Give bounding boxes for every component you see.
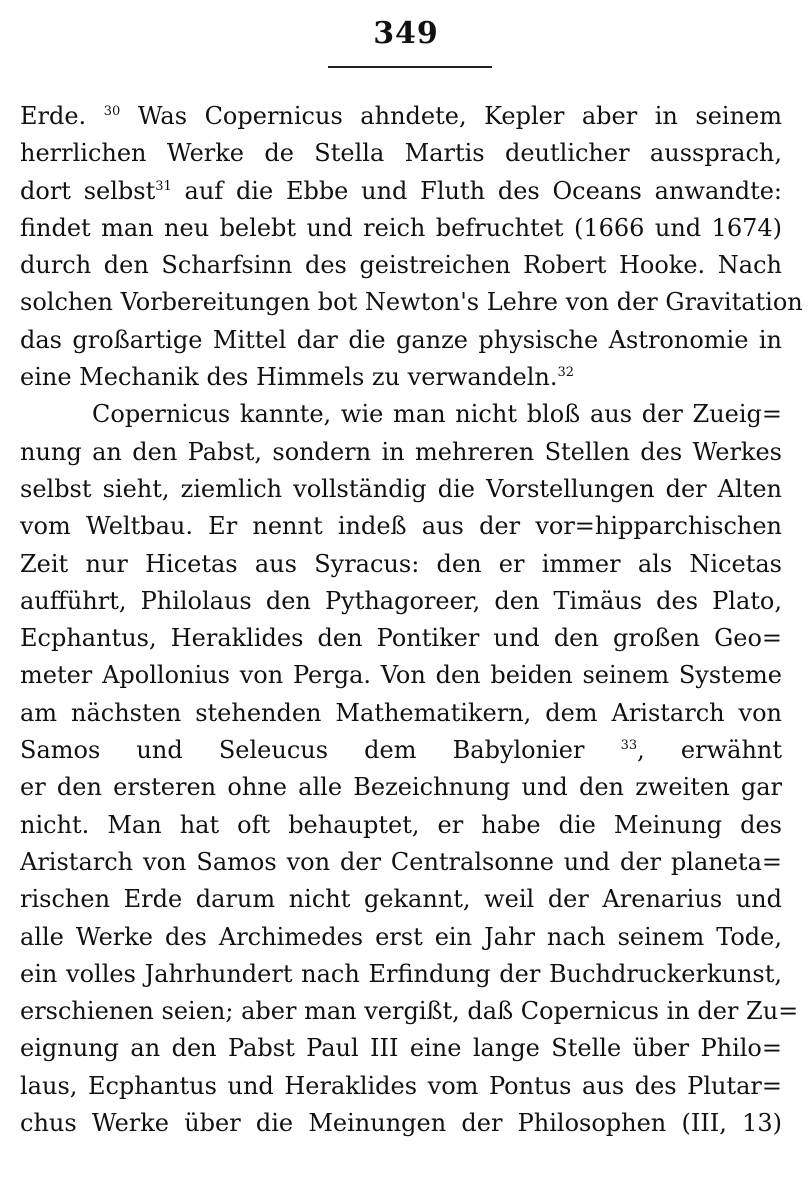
footnote-ref-33: 33 [620, 738, 638, 754]
text-line-4: findet man neu belebt und reich befruchtet (1666 und 1674) [20, 213, 782, 242]
line-3-start: dort selbst [20, 176, 156, 205]
line-18-start: Samos und Seleucus dem Babylonier [20, 736, 585, 765]
text-line-6: solchen Vorbereitungen bot Newton's Lehre von der Gravitation [20, 288, 803, 317]
page-number: 349 [373, 16, 439, 51]
text-line-11: selbst sieht, ziemlich vollständig die Vorstellungen der Alten [20, 474, 782, 503]
text-line-8 [20, 359, 782, 396]
text-line-18 [20, 732, 782, 769]
text-line-16: meter Apollonius von Perga. Von den beiden seinem Systeme [20, 661, 782, 690]
footnote-ref-31: 31 [155, 178, 172, 194]
text-line-17: am nächsten stehenden Mathematikern, dem Aristarch von [20, 698, 782, 727]
text-line-21: Aristarch von Samos von der Centralsonne und der planeta= [20, 847, 782, 876]
text-line-27: laus, Ecphantus und Heraklides vom Pontus aus des Plutar= [20, 1071, 782, 1100]
footnote-ref-30: 30 [103, 104, 121, 119]
text-line-24: ein volles Jahrhundert nach Erfindung der Buchdruckerkunst, [20, 959, 782, 988]
line-8-text: eine Mechanik des Himmels zu verwandeln. [20, 363, 558, 392]
text-line-14: aufführt, Philolaus den Pythagoreer, den Timäus des Plato, [20, 586, 782, 615]
text-line-2: herrlichen Werke de Stella Martis deutlicher aussprach, [20, 139, 782, 168]
text-line-19: er den ersteren ohne alle Bezeichnung und den zweiten gar [20, 773, 782, 802]
line-18-rest: , erwähnt [637, 736, 783, 765]
text-line-25: erschienen seien; aber man vergißt, daß Copernicus in der Zu= [20, 997, 799, 1026]
text-line-23: alle Werke des Archimedes erst ein Jahr nach seinem Tode, [20, 922, 782, 951]
text-line-20: nicht. Man hat oft behauptet, er habe die Meinung des [20, 810, 782, 839]
text-line-9: Copernicus kannte, wie man nicht bloß aus der Zueig= [92, 400, 782, 429]
text-line-1 [20, 98, 782, 135]
text-line-5: durch den Scharfsinn des geistreichen Robert Hooke. Nach [20, 251, 782, 280]
text-line-28: chus Werke über die Meinungen der Philosophen (III, 13) [20, 1109, 782, 1138]
line-1-rest: Was Copernicus ahndete, Kepler aber in seinem [137, 102, 782, 130]
body-text [20, 98, 803, 1142]
line-3-rest: auf die Ebbe und Fluth des Oceans anwandte: [184, 176, 783, 205]
text-line-13: Zeit nur Hicetas aus Syracus: den er immer als Nicetas [20, 549, 782, 578]
text-line-15: Ecphantus, Heraklides den Pontiker und den großen Geo= [20, 624, 782, 653]
text-line-22: rischen Erde darum nicht gekannt, weil der Arenarius und [20, 885, 782, 914]
header-rule [328, 66, 492, 68]
text-line-7: das großartige Mittel dar die ganze physische Astronomie in [20, 325, 782, 354]
text-line-26: eignung an den Pabst Paul III eine lange Stelle über Philo= [20, 1034, 782, 1063]
text-line-12: vom Weltbau. Er nennt indeß aus der vor=hipparchischen [20, 512, 782, 541]
footnote-ref-32: 32 [557, 365, 575, 381]
line-1-start: Erde. [20, 102, 87, 130]
text-line-3 [20, 173, 782, 210]
text-line-10: nung an den Pabst, sondern in mehreren Stellen des Werkes [20, 437, 782, 466]
